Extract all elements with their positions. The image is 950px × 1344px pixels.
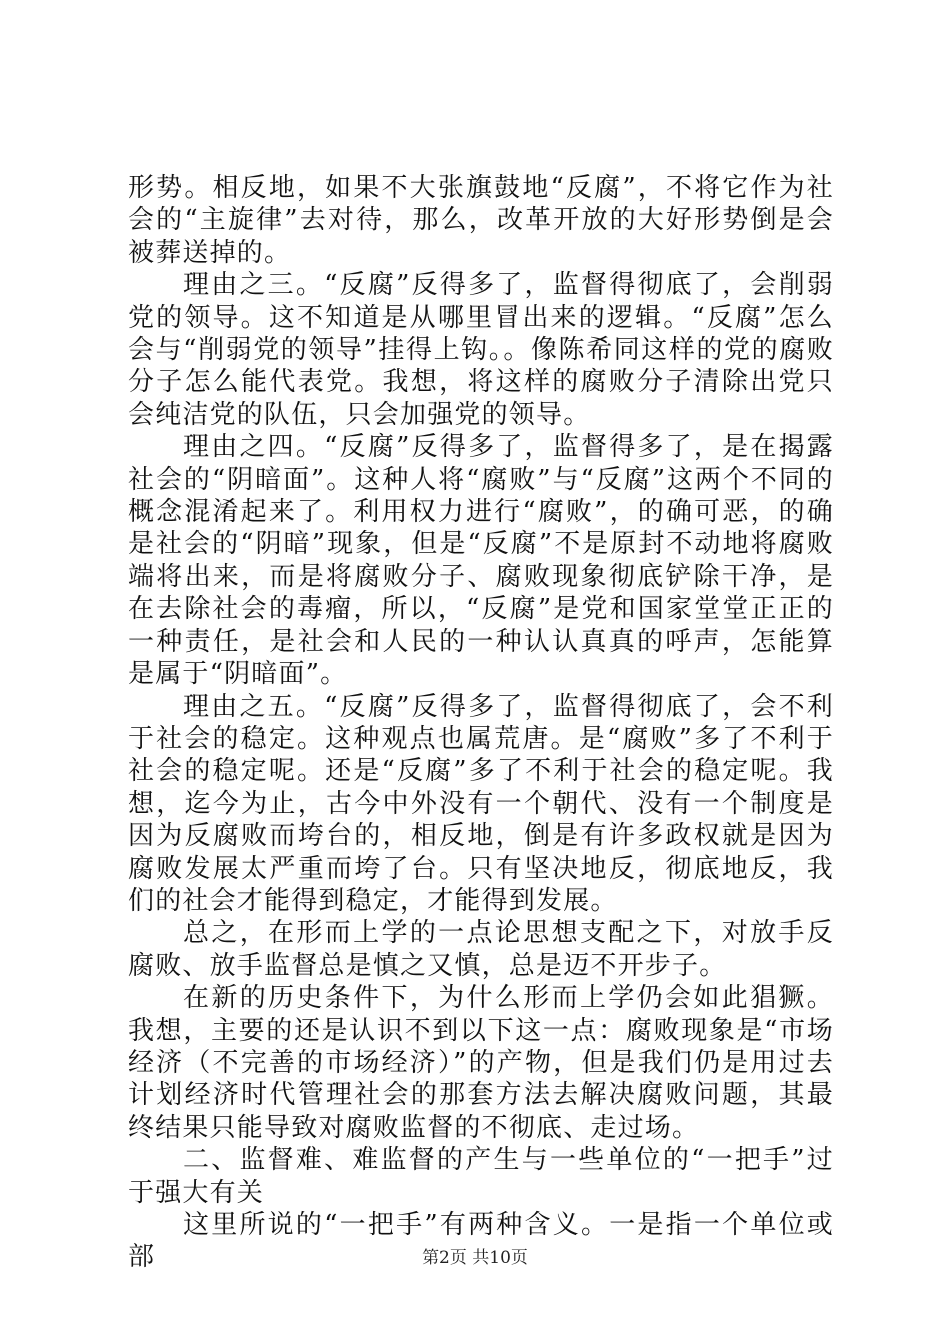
paragraph-summary: 总之，在形而上学的一点论思想支配之下，对放手反腐败、放手监督总是慎之又慎，总是迈不开步子。 (128, 918, 834, 981)
paragraph-reason-four: 理由之四。“反腐”反得多了，监督得多了，是在揭露社会的“阴暗面”。这种人将“腐败”与“反腐”这两个不同的概念混淆起来了。利用权力进行“腐败”，的确可恶，的确是社会的“阴暗”现象，但是“反腐”不是原封不动地将腐败端将出来，而是将腐败分子、腐败现象彻底铲除干净，是在去除社会的毒瘤，所以，“反腐”是党和国家堂堂正正的一种责任，是社会和人民的一种认认真真的呼声，怎能算是属于“阴暗面”。 (128, 432, 834, 690)
paragraph-reason-three: 理由之三。“反腐”反得多了，监督得彻底了，会削弱党的领导。这不知道是从哪里冒出来的逻辑。“反腐”怎么会与“削弱党的领导”挂得上钩。。像陈希同这样的党的腐败分子怎么能代表党。我想，将这样的腐败分子清除出党只会纯洁党的队伍，只会加强党的领导。 (128, 270, 834, 430)
section-heading-two: 二、监督难、难监督的产生与一些单位的“一把手”过于强大有关 (128, 1145, 834, 1208)
paragraph-reason-five: 理由之五。“反腐”反得多了，监督得彻底了，会不利于社会的稳定。这种观点也属荒唐。是“腐败”多了不利于社会的稳定呢。还是“反腐”多了不利于社会的稳定呢。我想，迄今为止，古今中外没有一个朝代、没有一个制度是因为反腐败而垮台的，相反地，倒是有许多政权就是因为腐败发展太严重而垮了台。只有坚决地反，彻底地反，我们的社会才能得到稳定，才能得到发展。 (128, 691, 834, 916)
paragraph-first-leader: 这里所说的“一把手”有两种含义。一是指一个单位或部 (128, 1210, 834, 1273)
document-body (128, 172, 834, 1274)
paragraph-new-conditions: 在新的历史条件下，为什么形而上学仍会如此猖獗。我想，主要的还是认识不到以下这一点：腐败现象是“市场经济（不完善的市场经济）”的产物，但是我们仍是用过去计划经济时代管理社会的那套方法去解决腐败问题，其最终结果只能导致对腐败监督的不彻底、走过场。 (128, 983, 834, 1143)
paragraph-continuation: 形势。相反地，如果不大张旗鼓地“反腐”，不将它作为社会的“主旋律”去对待，那么，改革开放的大好形势倒是会被葬送掉的。 (128, 173, 834, 268)
page-number-footer: 第2页 共10页 (422, 1248, 528, 1268)
